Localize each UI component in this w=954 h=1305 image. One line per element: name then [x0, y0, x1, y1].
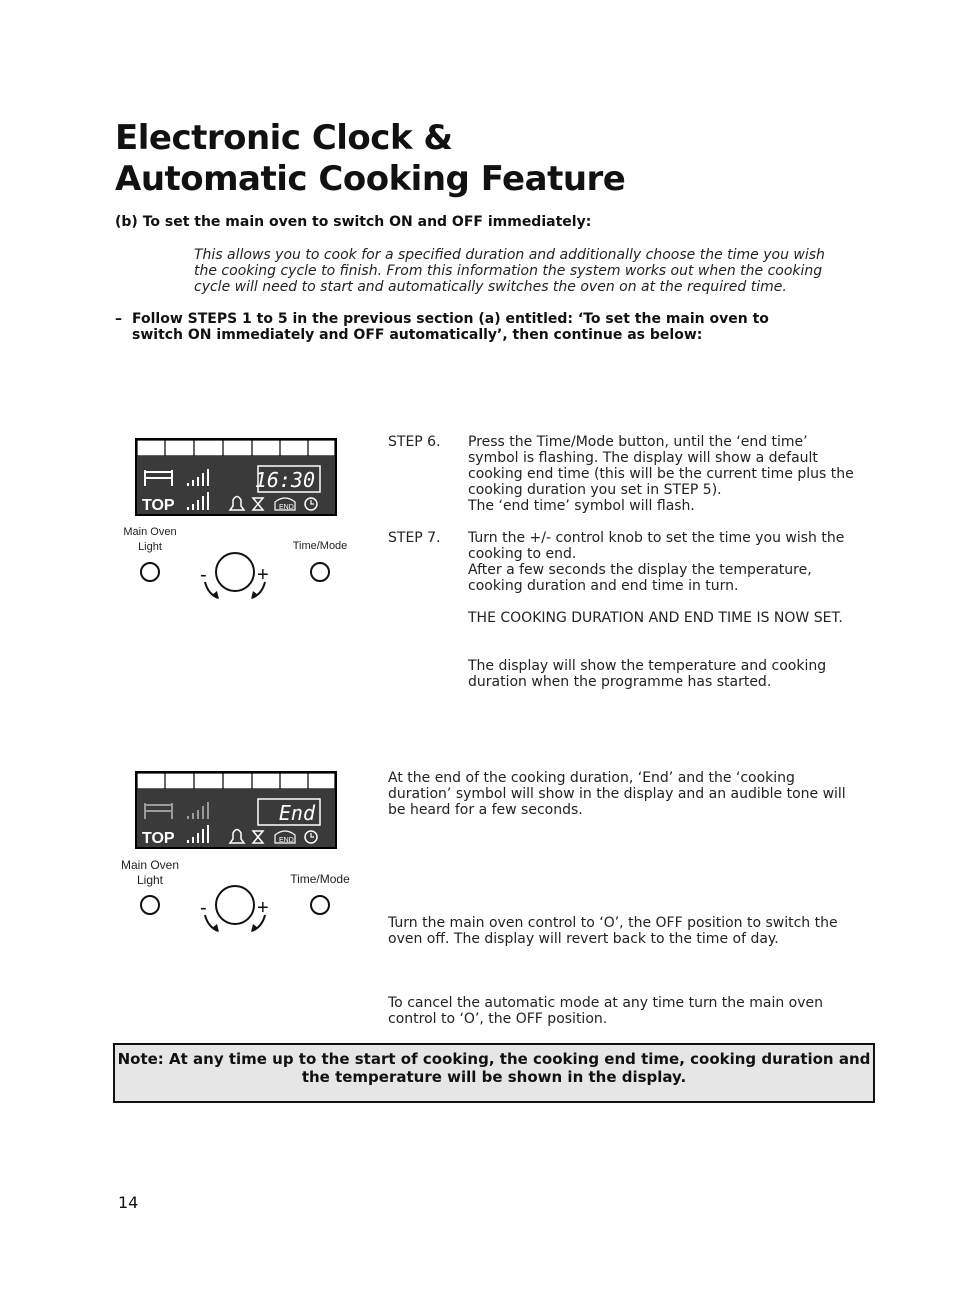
- end-time-label: END: [279, 504, 294, 511]
- lcd-display-end: [135, 771, 337, 849]
- step6-label: STEP 6.: [388, 434, 441, 450]
- control-panel-step6: [113, 438, 353, 608]
- step7-paragraph: Turn the +/- control knob to set the time you wish the cooking to end.: [468, 530, 845, 562]
- step7-text: [468, 530, 858, 626]
- intro-paragraph: This allows you to cook for a specified duration and additionally choose the time you wish the cooking cycle to finish. From this information the system works out when the cooking cycle will need to start and automatically switches the oven on at the required time.: [194, 247, 825, 295]
- top-element-label-2: TOP: [142, 830, 175, 847]
- note-box: [113, 1043, 875, 1103]
- main-oven-light-button[interactable]: [140, 562, 160, 582]
- control-panel-end: [113, 771, 353, 941]
- page-number: 14: [118, 1193, 139, 1212]
- lcd-display: [135, 438, 337, 516]
- step6-paragraph: Press the Time/Mode button, until the ‘end time’ symbol is flashing. The display will show a default cooking end time (this will be the current time plus the cooking duration you set in STEP 5).: [468, 434, 854, 498]
- main-oven-light-label-line1: Main Oven: [123, 526, 177, 538]
- step6-text: [468, 434, 858, 514]
- turn-off-text: Turn the main oven control to ‘O’, the OFF position to switch the oven off. The display will revert back to the time of day.: [388, 915, 838, 947]
- page-title: [115, 118, 625, 200]
- step7-after-text: The display will show the temperature and cooking duration when the programme has started.: [468, 658, 827, 690]
- end-of-cooking-text: At the end of the cooking duration, ‘End’ and the ‘cooking duration’ symbol will show in the display and an audible tone will be heard for a few seconds.: [388, 770, 846, 818]
- main-oven-light-label-2-line1: Main Oven: [120, 858, 180, 872]
- step7-paragraph-2: After a few seconds the display the temperature, cooking duration and end time in turn.: [468, 562, 812, 594]
- follow-instruction: [115, 311, 815, 343]
- section-heading: (b) To set the main oven to switch ON and OFF immediately:: [115, 214, 592, 230]
- step6-flash-note: The ‘end time’ symbol will flash.: [468, 498, 695, 514]
- follow-dash: –: [115, 311, 122, 327]
- top-element-label: TOP: [142, 497, 175, 514]
- minus-sign-2: -: [200, 897, 207, 919]
- main-oven-light-label-2-line2: Light: [136, 873, 164, 887]
- time-mode-button[interactable]: [310, 562, 330, 582]
- end-time-label-2: END: [279, 837, 294, 844]
- lcd-end-readout: End: [278, 801, 315, 825]
- plus-minus-control-knob-2[interactable]: [188, 879, 278, 949]
- time-mode-label: Time/Mode: [292, 540, 348, 552]
- plus-minus-control-knob[interactable]: [188, 546, 278, 616]
- plus-sign: +: [257, 564, 269, 586]
- note-text: Note: At any time up to the start of cooking, the cooking end time, cooking duration and the temperature will be shown in the display.: [117, 1050, 871, 1086]
- lcd-time-readout: 16:30: [254, 468, 315, 492]
- time-mode-label-2: Time/Mode: [290, 872, 350, 886]
- step7-label: STEP 7.: [388, 530, 441, 546]
- main-oven-light-label: [113, 525, 187, 555]
- plus-sign-2: +: [257, 897, 269, 919]
- main-oven-light-button-2[interactable]: [140, 895, 160, 915]
- page-title-line1: Electronic Clock &: [115, 118, 453, 158]
- follow-text: Follow STEPS 1 to 5 in the previous section (a) entitled: ‘To set the main oven to switch ON immediately and OFF automatically’, then continue as below:: [132, 311, 769, 343]
- main-oven-light-label-2: [113, 858, 187, 888]
- cancel-text: To cancel the automatic mode at any time turn the main oven control to ‘O’, the OFF position.: [388, 995, 823, 1027]
- main-oven-light-label-line2: Light: [138, 541, 162, 553]
- step7-confirmation: THE COOKING DURATION AND END TIME IS NOW SET.: [468, 610, 843, 626]
- time-mode-button-2[interactable]: [310, 895, 330, 915]
- page-title-line2: Automatic Cooking Feature: [115, 159, 626, 199]
- minus-sign: -: [200, 564, 207, 586]
